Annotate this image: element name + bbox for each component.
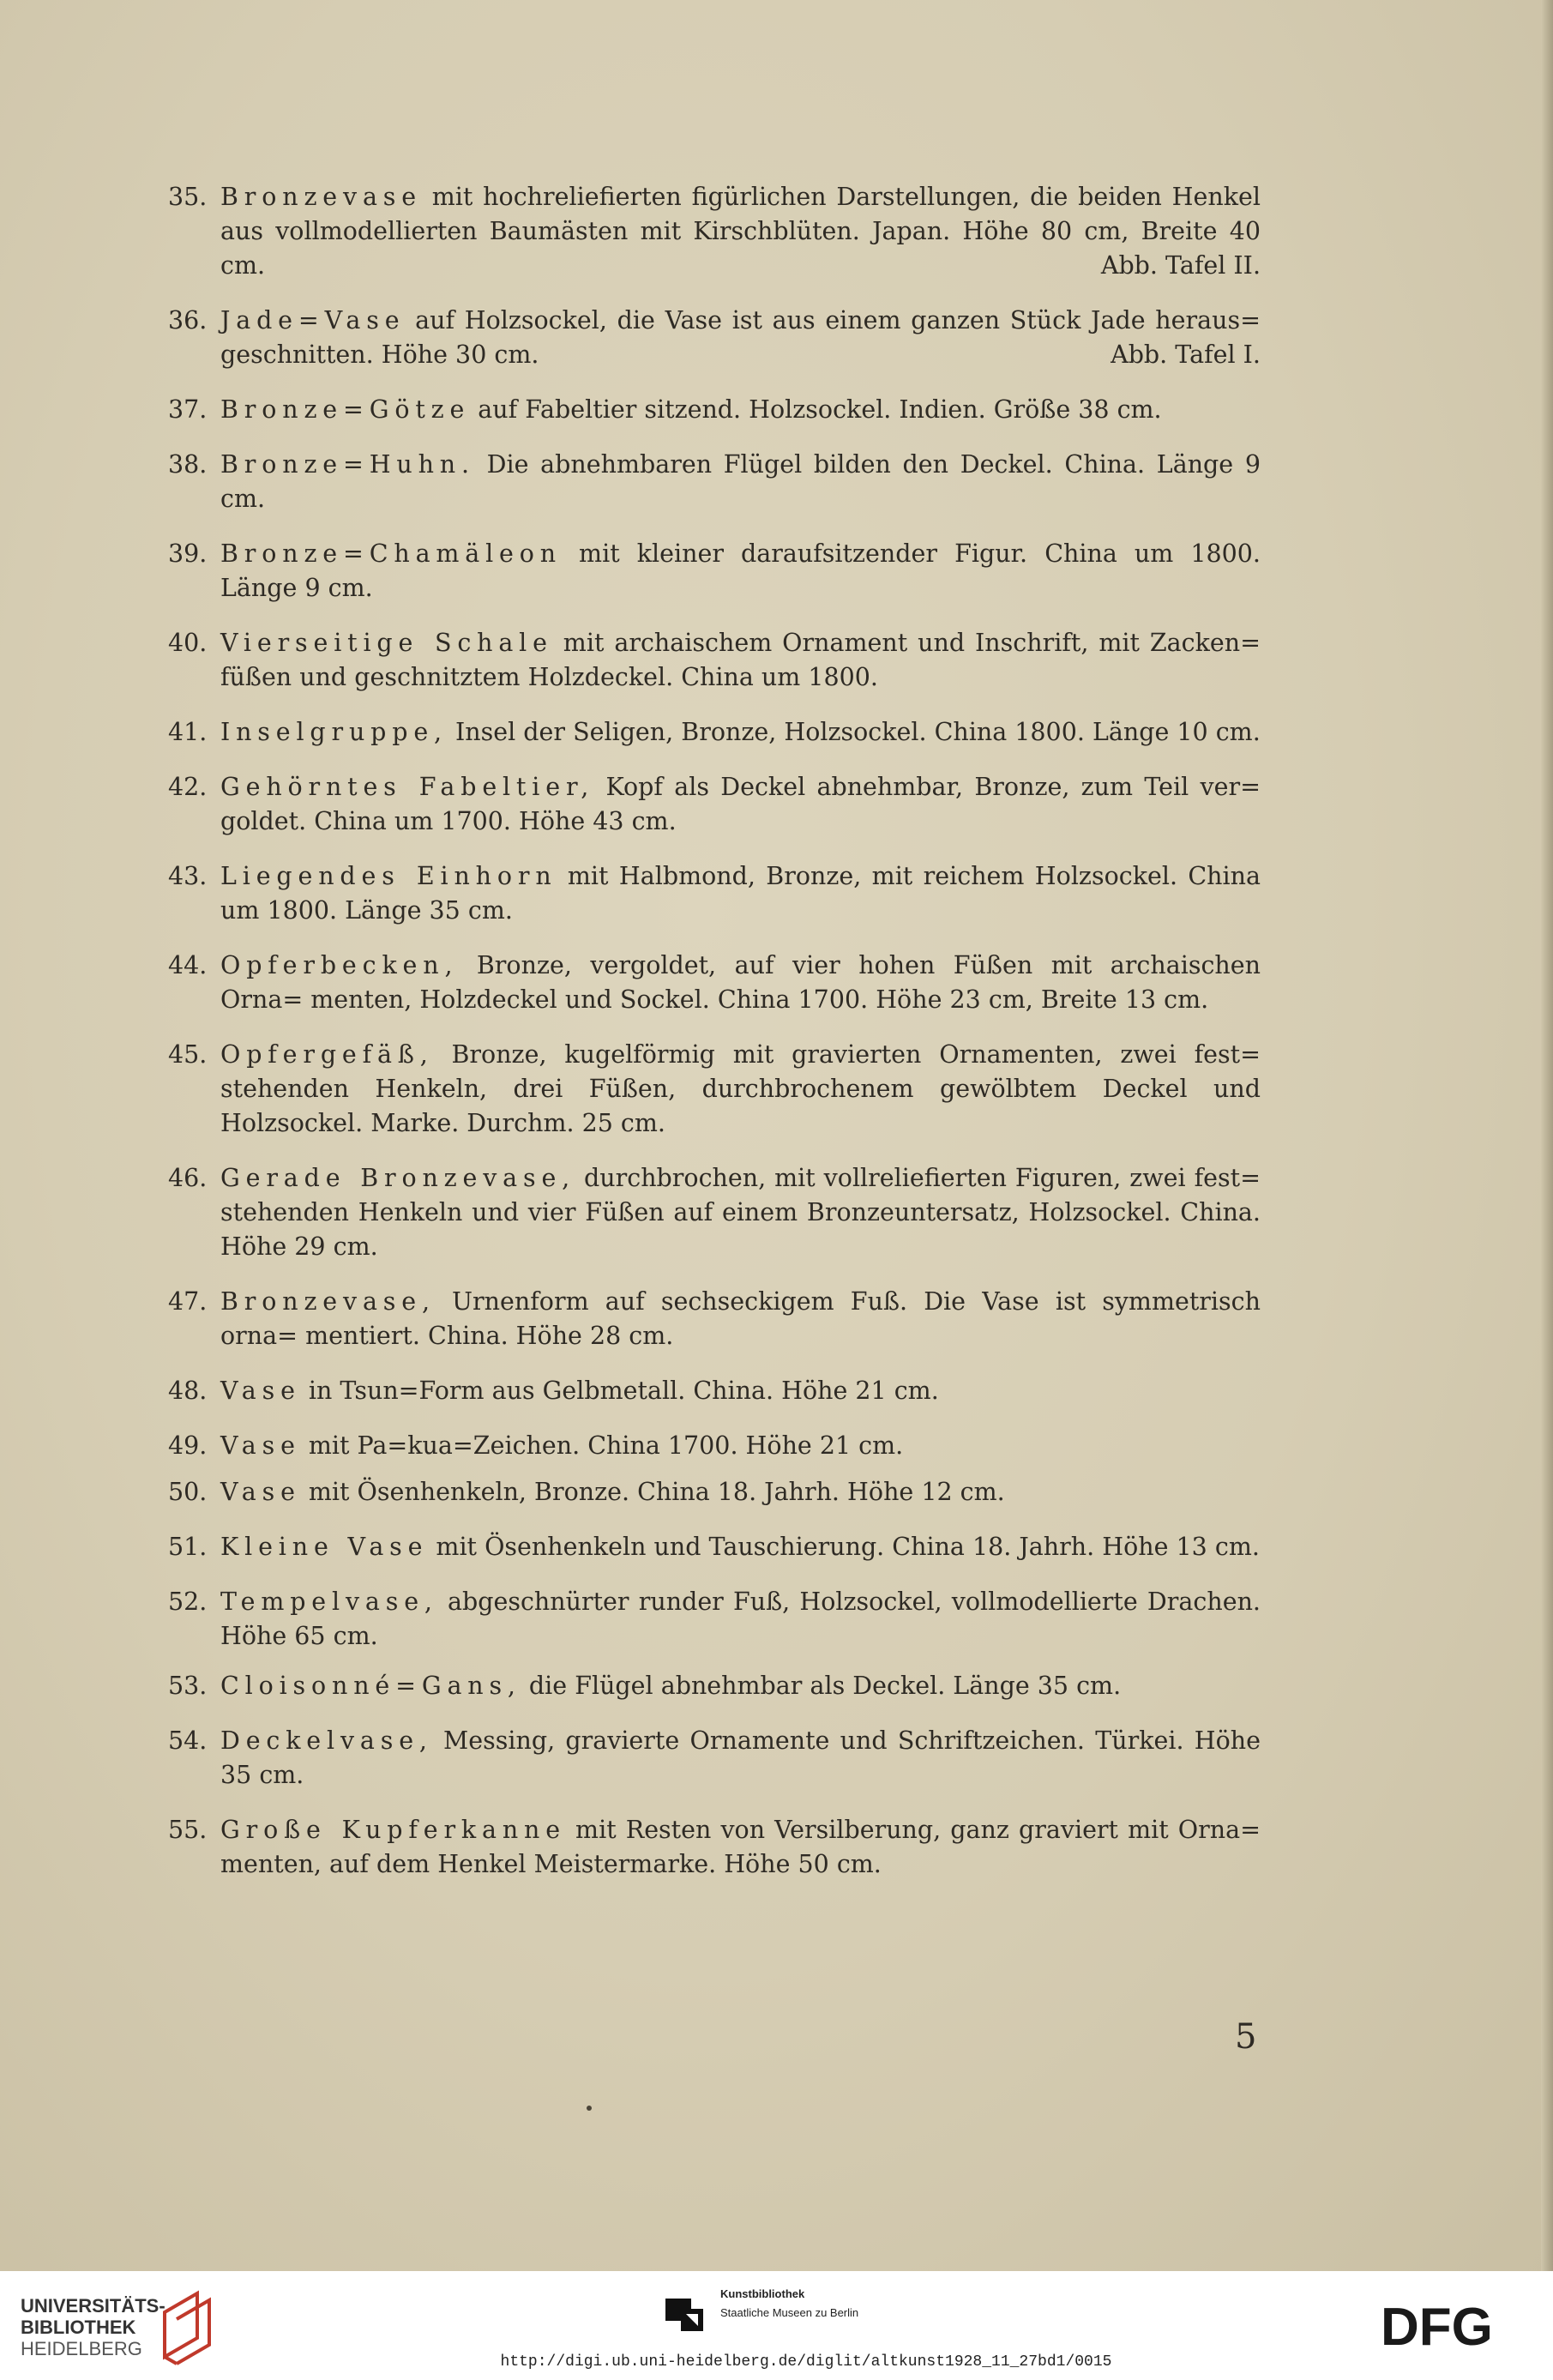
entry-number: 40. bbox=[168, 629, 208, 657]
entry-number: 47. bbox=[168, 1287, 208, 1316]
entry-keyword: Kleine Vase bbox=[220, 1533, 429, 1561]
catalog-entry bbox=[168, 180, 1261, 283]
entry-number: 42. bbox=[168, 773, 208, 801]
entry-description: Messing, gravierte Ornamente und Schriftzeichen. Türkei. Höhe 35 cm. bbox=[220, 1726, 1261, 1789]
entry-number: 54. bbox=[168, 1726, 208, 1755]
entry-description: mit hochreliefierten figürlichen Darstellungen, die beiden Henkel aus vollmodellierten Baumästen mit Kirschblüten. Japan. Höhe 80 cm, Breite 40 cm. bbox=[220, 183, 1261, 280]
entry-description: Die abnehmbaren Flügel bilden den Deckel. China. Länge 9 cm. bbox=[220, 450, 1261, 513]
catalog-entry bbox=[168, 715, 1261, 750]
catalog-entry bbox=[168, 949, 1261, 1017]
catalog-list bbox=[168, 180, 1261, 1902]
kb-subtitle: Staatliche Museen zu Berlin bbox=[720, 2306, 859, 2319]
catalog-entry bbox=[168, 1669, 1261, 1703]
entry-description: die Flügel abnehmbar als Deckel. Länge 35 cm. bbox=[521, 1672, 1122, 1700]
entry-description: mit archaischem Ornament und Inschrift, mit Zacken= füßen und geschnitztem Holzdeckel. China um 1800. bbox=[220, 629, 1261, 691]
entry-keyword: Jade=Vase bbox=[220, 306, 406, 334]
entry-keyword: Bronzevase, bbox=[220, 1287, 436, 1316]
kunstbibliothek-logo-icon bbox=[660, 2288, 708, 2336]
entry-keyword: Opferbecken, bbox=[220, 951, 459, 979]
catalog-entry bbox=[168, 304, 1261, 372]
page-number: 5 bbox=[1235, 2017, 1257, 2057]
entry-keyword: Cloisonné=Gans, bbox=[220, 1672, 521, 1700]
entry-keyword: Vierseitige Schale bbox=[220, 629, 553, 657]
ub-line-1: UNIVERSITÄTS- bbox=[21, 2295, 166, 2317]
entry-description: Kopf als Deckel abnehmbar, Bronze, zum Teil ver= goldet. China um 1700. Höhe 43 cm. bbox=[220, 773, 1261, 835]
entry-keyword: Bronze=Huhn. bbox=[220, 450, 475, 479]
entry-number: 53. bbox=[168, 1672, 208, 1700]
catalog-entry bbox=[168, 1285, 1261, 1353]
entry-description: mit Resten von Versilberung, ganz graviert mit Orna= menten, auf dem Henkel Meistermarke. Höhe 50 cm. bbox=[220, 1816, 1261, 1878]
entry-description: Insel der Seligen, Bronze, Holzsockel. China 1800. Länge 10 cm. bbox=[447, 718, 1261, 746]
entry-number: 52. bbox=[168, 1588, 208, 1616]
catalog-entry bbox=[168, 537, 1261, 606]
entry-description: in Tsun=Form aus Gelbmetall. China. Höhe 21 cm. bbox=[300, 1377, 939, 1405]
catalog-entry bbox=[168, 626, 1261, 695]
entry-number: 39. bbox=[168, 539, 208, 568]
entry-number: 49. bbox=[168, 1431, 208, 1460]
entry-description: auf Fabeltier sitzend. Holzsockel. Indien. Größe 38 cm. bbox=[470, 395, 1162, 424]
entry-keyword: Vase bbox=[220, 1431, 301, 1460]
figure-reference: Abb. Tafel II. bbox=[1100, 251, 1261, 280]
entry-keyword: Gehörntes Fabeltier, bbox=[220, 773, 595, 801]
entry-keyword: Tempelvase, bbox=[220, 1588, 438, 1616]
entry-description: durchbrochen, mit vollreliefierten Figuren, zwei fest= stehenden Henkeln und vier Füßen auf einem Bronzeuntersatz, Holzsockel. China. Höhe 29 cm. bbox=[220, 1164, 1261, 1261]
catalog-entry bbox=[168, 448, 1261, 516]
kunstbibliothek-wordmark[interactable] bbox=[720, 2285, 858, 2323]
entry-keyword: Vase bbox=[220, 1377, 301, 1405]
entry-number: 44. bbox=[168, 951, 208, 979]
entry-keyword: Große Kupferkanne bbox=[220, 1816, 566, 1844]
catalog-entry bbox=[168, 1724, 1261, 1793]
entry-description: mit Ösenhenkeln und Tauschierung. China 18. Jahrh. Höhe 13 cm. bbox=[428, 1533, 1260, 1561]
entry-number: 41. bbox=[168, 718, 208, 746]
ub-heidelberg-logo-icon bbox=[158, 2287, 218, 2369]
catalog-entry bbox=[168, 1475, 1261, 1509]
entry-description: Bronze, vergoldet, auf vier hohen Füßen mit archaischen Orna= menten, Holzdeckel und Sockel. China 1700. Höhe 23 cm, Breite 13 cm. bbox=[220, 951, 1261, 1014]
page-edge-shadow bbox=[1541, 0, 1553, 2271]
entry-keyword: Bronzevase bbox=[220, 183, 422, 211]
entry-number: 37. bbox=[168, 395, 208, 424]
figure-reference: Abb. Tafel I. bbox=[1111, 340, 1261, 369]
entry-number: 38. bbox=[168, 450, 208, 479]
entry-description: mit Ösenhenkeln, Bronze. China 18. Jahrh. Höhe 12 cm. bbox=[300, 1478, 1005, 1506]
catalog-entry bbox=[168, 1161, 1261, 1264]
entry-number: 43. bbox=[168, 862, 208, 890]
entry-number: 45. bbox=[168, 1040, 208, 1069]
entry-description: mit kleiner daraufsitzender Figur. China um 1800. Länge 9 cm. bbox=[220, 539, 1261, 602]
ink-speck bbox=[587, 2106, 592, 2111]
entry-keyword: Inselgruppe, bbox=[220, 718, 448, 746]
entry-description: auf Holzsockel, die Vase ist aus einem ganzen Stück Jade heraus= geschnitten. Höhe 30 cm. bbox=[220, 306, 1261, 369]
catalog-entry bbox=[168, 393, 1261, 427]
ub-heidelberg-wordmark[interactable] bbox=[21, 2295, 166, 2359]
entry-description: abgeschnürter runder Fuß, Holzsockel, vollmodellierte Drachen. Höhe 65 cm. bbox=[220, 1588, 1261, 1650]
entry-number: 50. bbox=[168, 1478, 208, 1506]
dfg-logo-text: DFG bbox=[1381, 2300, 1493, 2352]
entry-keyword: Deckelvase, bbox=[220, 1726, 433, 1755]
entry-number: 51. bbox=[168, 1533, 208, 1561]
entry-description: Urnenform auf sechseckigem Fuß. Die Vase ist symmetrisch orna= mentiert. China. Höhe 28 cm. bbox=[220, 1287, 1261, 1350]
catalog-entry bbox=[168, 1585, 1261, 1654]
entry-keyword: Vase bbox=[220, 1478, 301, 1506]
ub-line-2: BIBLIOTHEK bbox=[21, 2317, 136, 2338]
kb-title: Kunstbibliothek bbox=[720, 2287, 805, 2300]
catalog-entry bbox=[168, 1429, 1261, 1463]
entry-keyword: Liegendes Einhorn bbox=[220, 862, 557, 890]
entry-keyword: Bronze=Götze bbox=[220, 395, 471, 424]
entry-keyword: Gerade Bronzevase, bbox=[220, 1164, 576, 1192]
catalog-entry bbox=[168, 1038, 1261, 1141]
ub-line-3: HEIDELBERG bbox=[21, 2338, 142, 2359]
entry-number: 48. bbox=[168, 1377, 208, 1405]
catalog-entry bbox=[168, 770, 1261, 839]
viewer-footer bbox=[0, 2271, 1553, 2380]
entry-number: 36. bbox=[168, 306, 208, 334]
entry-description: Bronze, kugelförmig mit gravierten Ornamenten, zwei fest= stehenden Henkeln, drei Füßen, durchbrochenem gewölbtem Deckel und Holzsockel. Marke. Durchm. 25 cm. bbox=[220, 1040, 1261, 1137]
catalog-entry bbox=[168, 1530, 1261, 1564]
dfg-logo[interactable] bbox=[1381, 2300, 1533, 2352]
catalog-entry bbox=[168, 859, 1261, 928]
entry-description: mit Halbmond, Bronze, mit reichem Holzsockel. China um 1800. Länge 35 cm. bbox=[220, 862, 1261, 925]
catalog-entry bbox=[168, 1374, 1261, 1408]
entry-number: 55. bbox=[168, 1816, 208, 1844]
permalink-url[interactable]: http://digi.ub.uni-heidelberg.de/diglit/altkunst1928_11_27bd1/0015 bbox=[500, 2353, 1112, 2371]
entry-number: 46. bbox=[168, 1164, 208, 1192]
catalog-entry bbox=[168, 1813, 1261, 1882]
entry-keyword: Opfergefäß, bbox=[220, 1040, 434, 1069]
entry-description: mit Pa=kua=Zeichen. China 1700. Höhe 21 cm. bbox=[300, 1431, 904, 1460]
entry-number: 35. bbox=[168, 183, 208, 211]
entry-keyword: Bronze=Chamäleon bbox=[220, 539, 562, 568]
